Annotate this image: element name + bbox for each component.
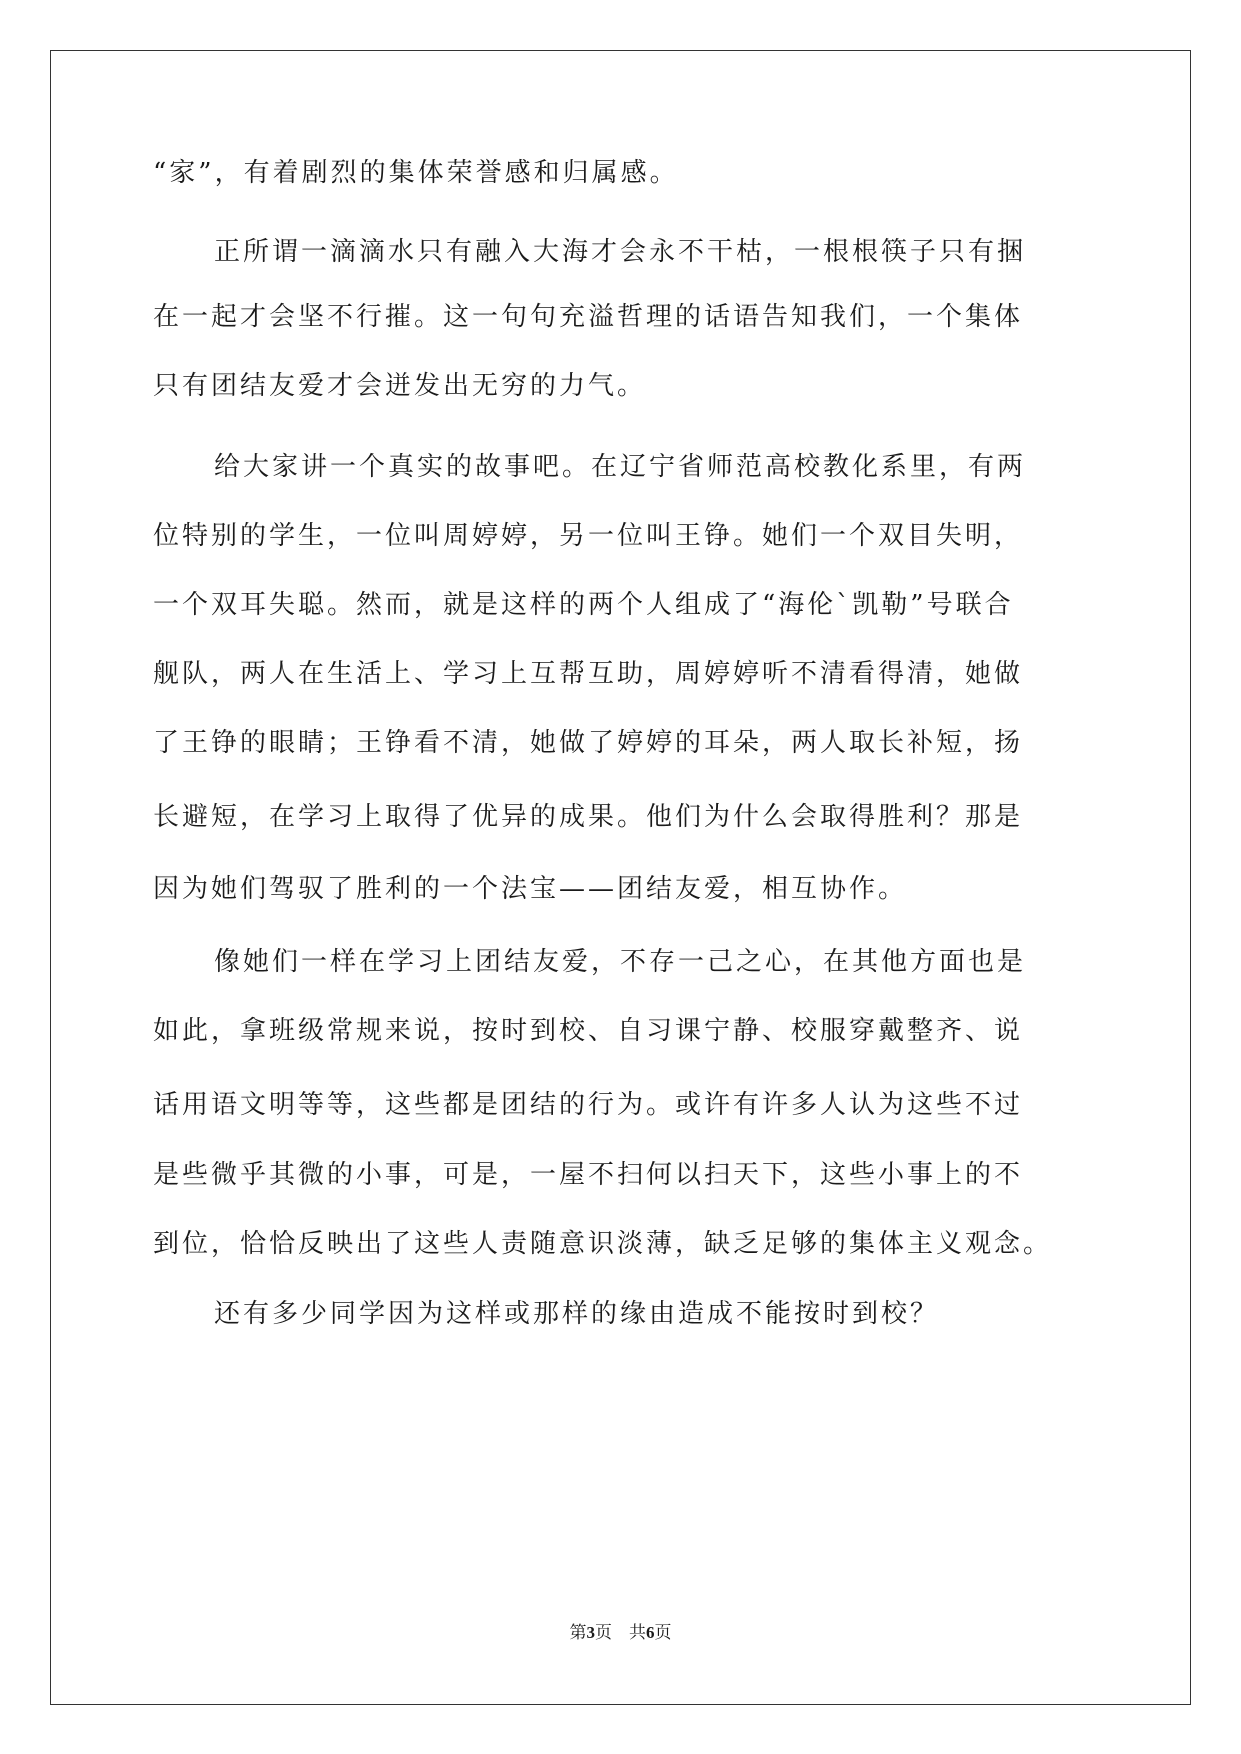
text-line: 如此，拿班级常规来说，按时到校、自习课宁静、校服穿戴整齐、说 xyxy=(153,1016,1024,1046)
text-line: 像她们一样在学习上团结友爱，不存一己之心，在其他方面也是 xyxy=(214,947,1027,977)
text-line: 给大家讲一个真实的故事吧。在辽宁省师范高校教化系里，有两 xyxy=(214,452,1027,482)
text-line: 舰队，两人在生活上、学习上互帮互助，周婷婷听不清看得清，她做 xyxy=(153,659,1024,689)
total-page-number: 6 xyxy=(646,1623,655,1642)
text-line: 话用语文明等等，这些都是团结的行为。或许有许多人认为这些不过 xyxy=(153,1090,1024,1120)
page-suffix: 页 xyxy=(654,1623,672,1643)
text-line: 因为她们驾驭了胜利的一个法宝——团结友爱，相互协作。 xyxy=(153,874,908,904)
text-line: 只有团结友爱才会迸发出无穷的力气。 xyxy=(153,371,647,401)
text-line: 了王铮的眼睛；王铮看不清，她做了婷婷的耳朵，两人取长补短，扬 xyxy=(153,728,1024,758)
text-line: 到位，恰恰反映出了这些人责随意识淡薄，缺乏足够的集体主义观念。 xyxy=(153,1229,1053,1259)
text-line: 长避短，在学习上取得了优异的成果。他们为什么会取得胜利？那是 xyxy=(153,802,1024,832)
text-line: 是些微乎其微的小事，可是，一屋不扫何以扫天下，这些小事上的不 xyxy=(153,1160,1024,1190)
text-line: 一个双耳失聪。然而，就是这样的两个人组成了“海伦`凯勒”号联合 xyxy=(153,590,1014,620)
text-line: “家”，有着剧烈的集体荣誉感和归属感。 xyxy=(153,158,679,188)
page-prefix: 第 xyxy=(569,1623,587,1643)
text-line: 位特别的学生，一位叫周婷婷，另一位叫王铮。她们一个双目失明， xyxy=(153,521,1024,551)
page-footer xyxy=(0,1621,1241,1645)
text-line: 还有多少同学因为这样或那样的缘由造成不能按时到校？ xyxy=(214,1299,940,1329)
current-page-number: 3 xyxy=(586,1623,595,1642)
text-line: 在一起才会坚不行摧。这一句句充溢哲理的话语告知我们，一个集体 xyxy=(153,302,1024,332)
text-line: 正所谓一滴滴水只有融入大海才会永不干枯，一根根筷子只有捆 xyxy=(214,237,1027,267)
page-mid: 页 共 xyxy=(595,1623,646,1643)
